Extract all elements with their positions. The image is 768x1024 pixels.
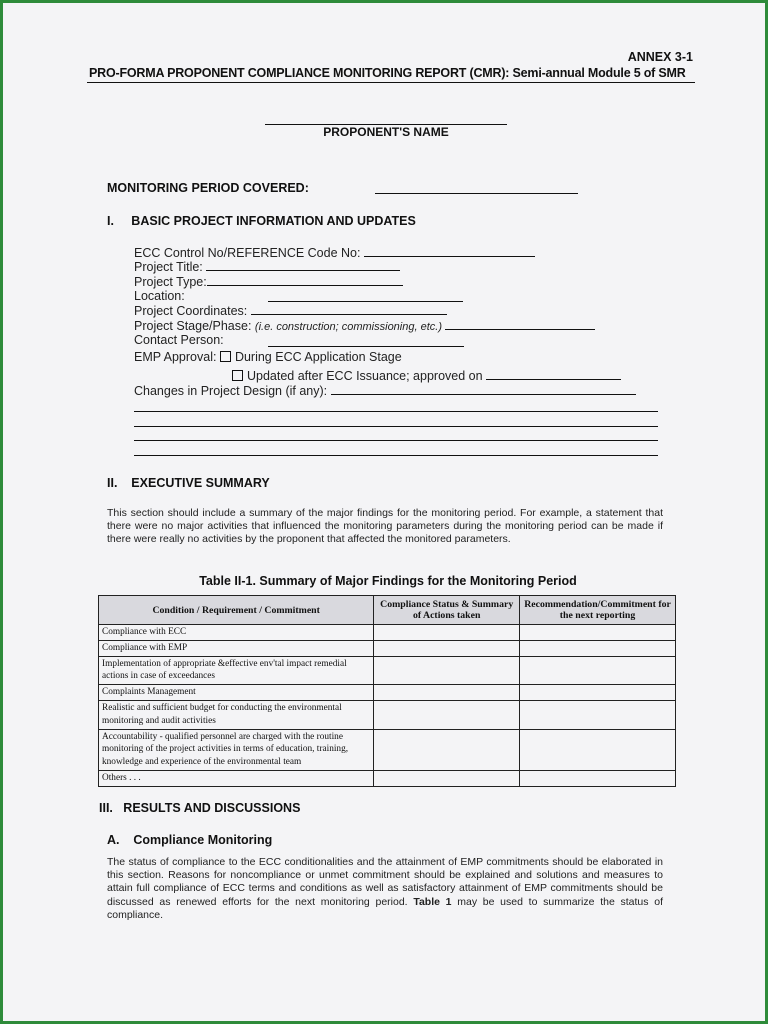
coordinates-field: Project Coordinates: xyxy=(134,304,447,318)
monitoring-period-line[interactable] xyxy=(375,193,578,194)
recommendation-cell[interactable] xyxy=(520,729,676,770)
title-divider xyxy=(87,82,695,83)
ecc-field: ECC Control No/REFERENCE Code No: xyxy=(134,246,535,260)
header-recommendation: Recommendation/Commitment for the next reporting xyxy=(520,596,676,625)
findings-table xyxy=(98,595,676,787)
table-row xyxy=(99,640,676,656)
compliance-status-cell[interactable] xyxy=(374,640,520,656)
table-row xyxy=(99,625,676,641)
compliance-status-cell[interactable] xyxy=(374,770,520,786)
changes-line-2[interactable] xyxy=(134,426,658,427)
row-condition: Compliance with ECC xyxy=(99,625,374,641)
row-condition: Others . . . xyxy=(99,770,374,786)
recommendation-cell[interactable] xyxy=(520,770,676,786)
compliance-monitoring-subheading: A. Compliance Monitoring xyxy=(107,833,273,847)
header-condition: Condition / Requirement / Commitment xyxy=(99,596,374,625)
approved-on-input-line[interactable] xyxy=(486,369,621,380)
emp-approval-field: EMP Approval: During ECC Application Stage xyxy=(134,350,402,364)
recommendation-cell[interactable] xyxy=(520,625,676,641)
checkbox-ecc-application[interactable] xyxy=(220,351,231,362)
annex-label: ANNEX 3-1 xyxy=(627,50,693,64)
contact-input-line[interactable] xyxy=(268,346,464,347)
row-condition: Realistic and sufficient budget for conducting the environmental monitoring and audit activities xyxy=(99,700,374,729)
row-condition: Accountability - qualified personnel are charged with the routine monitoring of the project activities in terms of education, training, knowledge and experience of the environmental team xyxy=(99,729,374,770)
changes-line-3[interactable] xyxy=(134,440,658,441)
table-row xyxy=(99,700,676,729)
emp-option-2: Updated after ECC Issuance; approved on xyxy=(232,369,621,383)
proponent-name-label: PROPONENT'S NAME xyxy=(323,125,449,139)
recommendation-cell[interactable] xyxy=(520,700,676,729)
table-row xyxy=(99,656,676,685)
compliance-status-cell[interactable] xyxy=(374,625,520,641)
report-title: PRO-FORMA PROPONENT COMPLIANCE MONITORING REPORT (CMR): Semi-annual Module 5 of SMR xyxy=(89,66,686,80)
changes-line-4[interactable] xyxy=(134,455,658,456)
changes-line-1[interactable] xyxy=(134,411,658,412)
checkbox-updated-after-ecc[interactable] xyxy=(232,370,243,381)
recommendation-cell[interactable] xyxy=(520,656,676,685)
table-row xyxy=(99,685,676,701)
project-stage-field: Project Stage/Phase: (i.e. construction; commissioning, etc.) xyxy=(134,319,595,333)
row-condition: Complaints Management xyxy=(99,685,374,701)
section-2-heading: II. EXECUTIVE SUMMARY xyxy=(107,476,270,490)
compliance-status-cell[interactable] xyxy=(374,685,520,701)
coordinates-input-line[interactable] xyxy=(251,304,447,315)
contact-person-field: Contact Person: xyxy=(134,333,224,347)
table-header-row xyxy=(99,596,676,625)
changes-input-line[interactable] xyxy=(331,384,636,395)
stage-input-line[interactable] xyxy=(445,319,595,330)
section-3-heading: III. RESULTS AND DISCUSSIONS xyxy=(99,801,301,815)
monitoring-period-label: MONITORING PERIOD COVERED: xyxy=(107,181,309,195)
project-type-field: Project Type: xyxy=(134,275,403,289)
header-compliance-status: Compliance Status & Summary of Actions taken xyxy=(374,596,520,625)
changes-design-field: Changes in Project Design (if any): xyxy=(134,384,636,398)
table-title: Table II-1. Summary of Major Findings for the Monitoring Period xyxy=(199,574,577,588)
project-title-field: Project Title: xyxy=(134,260,400,274)
table-row xyxy=(99,770,676,786)
executive-summary-text: This section should include a summary of the major findings for the monitoring period. For example, a statement that there were no major activities that influenced the monitoring parameters during the monitoring period can be made if there were really no activities by the proponent that affected the monitored parameters. xyxy=(107,507,663,546)
row-condition: Compliance with EMP xyxy=(99,640,374,656)
document-page xyxy=(3,3,765,1021)
location-input-line[interactable] xyxy=(268,301,463,302)
compliance-status-cell[interactable] xyxy=(374,700,520,729)
section-1-heading: I. BASIC PROJECT INFORMATION AND UPDATES xyxy=(107,214,416,228)
table-row xyxy=(99,729,676,770)
recommendation-cell[interactable] xyxy=(520,685,676,701)
ecc-input-line[interactable] xyxy=(364,246,535,257)
recommendation-cell[interactable] xyxy=(520,640,676,656)
project-type-input-line[interactable] xyxy=(207,275,403,286)
compliance-monitoring-text: The status of compliance to the ECC conditionalities and the attainment of EMP commitments should be elaborated in this section. Reasons for noncompliance or unmet commitment should be explained and solutions and measures to attain full compliance of ECC terms and conditions as well as satisfactory attainment of EMP commitments should be discussed as renewed efforts for the next monitoring period. Table 1 may be used to summarize the status of compliance. xyxy=(107,856,663,921)
row-condition: Implementation of appropriate &effective env'tal impact remedial actions in case of exceedances xyxy=(99,656,374,685)
location-field: Location: xyxy=(134,289,185,303)
project-title-input-line[interactable] xyxy=(206,260,400,271)
compliance-status-cell[interactable] xyxy=(374,656,520,685)
compliance-status-cell[interactable] xyxy=(374,729,520,770)
